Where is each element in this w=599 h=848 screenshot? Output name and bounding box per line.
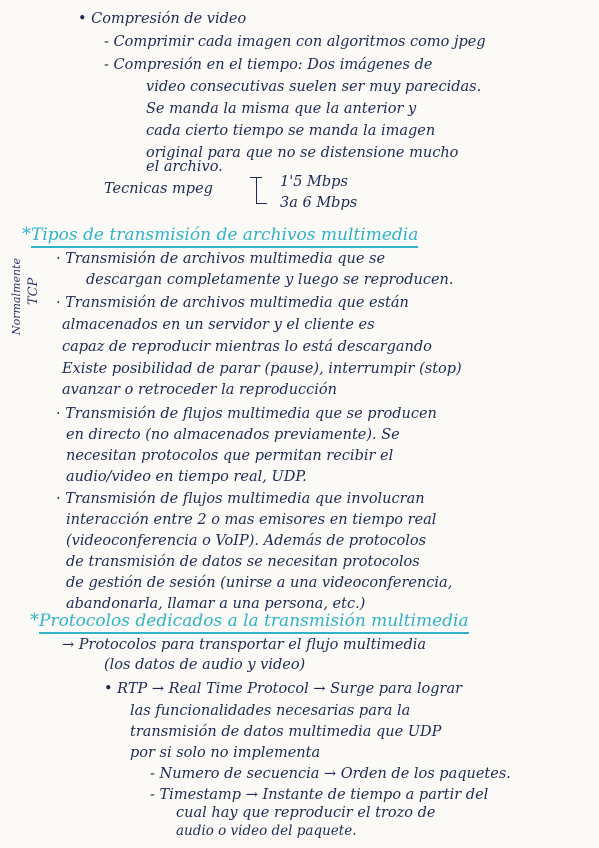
- note-line: • Compresión de video: [78, 11, 247, 27]
- note-line: almacenados en un servidor y el cliente es: [62, 317, 375, 333]
- note-line: · Transmisión de archivos multimedia que están: [56, 295, 409, 311]
- note-line: audio o video del paquete.: [176, 823, 357, 839]
- note-line: abandonarla, llamar a una persona, etc.): [66, 596, 366, 612]
- note-line: interacción entre 2 o mas emisores en tiempo real: [66, 512, 437, 528]
- note-line: avanzar o retroceder la reproducción: [62, 382, 338, 398]
- brace: [256, 177, 267, 204]
- note-line: original para que no se distensione mucho: [146, 145, 459, 161]
- note-line: de transmisión de datos se necesitan protocolos: [66, 554, 420, 570]
- asterisk-icon: *: [30, 610, 39, 631]
- note-line: → Protocolos para transportar el flujo multimedia: [62, 637, 427, 653]
- note-line: · Transmisión de archivos multimedia que se: [56, 251, 386, 267]
- margin-note: TCP: [26, 277, 41, 305]
- note-line: Se manda la misma que la anterior y: [146, 101, 417, 117]
- note-line: las funcionalidades necesarias para la: [130, 703, 411, 719]
- note-line: • RTP → Real Time Protocol → Surge para lograr: [104, 681, 463, 697]
- note-line: · Transmisión de flujos multimedia que involucran: [56, 491, 425, 507]
- note-line: · Transmisión de flujos multimedia que se producen: [56, 406, 437, 422]
- note-line: - Timestamp → Instante de tiempo a partir del: [150, 787, 489, 803]
- note-line: Existe posibilidad de parar (pause), interrumpir (stop): [62, 361, 462, 377]
- note-line: (videoconferencia o VoIP). Además de protocolos: [66, 533, 427, 549]
- note-line: - Comprimir cada imagen con algoritmos como jpeg: [104, 34, 486, 50]
- margin-note: Normalmente: [10, 258, 23, 335]
- note-line: Tecnicas mpeg: [104, 181, 213, 197]
- note-line: - Compresión en el tiempo: Dos imágenes de: [104, 57, 433, 73]
- note-line: 3a 6 Mbps: [280, 195, 358, 211]
- section-heading: *Tipos de transmisión de archivos multimedia: [22, 224, 418, 245]
- section-heading: *Protocolos dedicados a la transmisión multimedia: [30, 610, 469, 631]
- note-line: en directo (no almacenados previamente). Se: [66, 427, 400, 443]
- note-line: cual hay que reproducir el trozo de: [176, 805, 436, 821]
- note-line: 1'5 Mbps: [280, 174, 348, 190]
- note-line: descargan completamente y luego se reproducen.: [86, 272, 454, 288]
- note-line: cada cierto tiempo se manda la imagen: [146, 123, 436, 139]
- note-line: necesitan protocolos que permitan recibir el: [66, 448, 394, 464]
- note-line: por si solo no implementa: [130, 745, 321, 761]
- note-line: audio/video en tiempo real, UDP.: [66, 469, 307, 485]
- note-line: de gestión de sesión (unirse a una videoconferencia,: [66, 575, 453, 591]
- note-line: transmisión de datos multimedia que UDP: [130, 724, 442, 740]
- asterisk-icon: *: [22, 224, 31, 245]
- note-line: - Numero de secuencia → Orden de los paquetes.: [150, 766, 511, 782]
- note-line: video consecutivas suelen ser muy parecidas.: [146, 79, 482, 95]
- note-line: capaz de reproducir mientras lo está descargando: [62, 339, 432, 355]
- note-line: (los datos de audio y video): [104, 657, 306, 673]
- note-line: el archivo.: [146, 159, 223, 175]
